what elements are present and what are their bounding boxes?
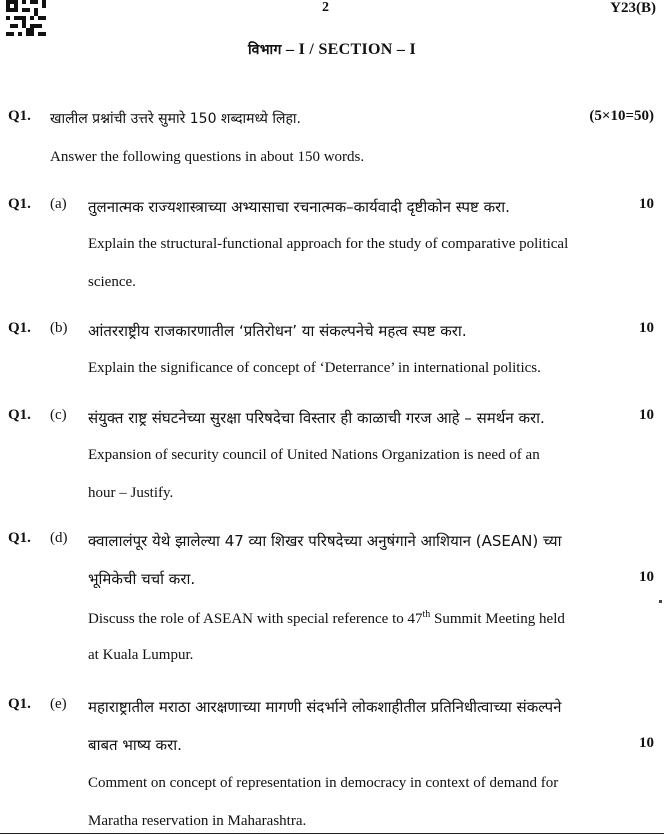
intro-instruction-marathi: खालील प्रश्नांची उत्तरे सुमारे 150 शब्दामध्ये लिहा. — [50, 111, 302, 127]
question-text-english: at Kuala Lumpur. — [88, 647, 194, 663]
question-text-marathi: भूमिकेची चर्चा करा. — [88, 570, 196, 588]
question-text-english-part: Summit Meeting held — [430, 611, 565, 627]
question-text-english-part: Discuss the role of ASEAN with special reference to 47 — [88, 611, 423, 627]
question-marks: 10 — [639, 735, 654, 751]
question-number: Q1. — [8, 196, 31, 212]
question-marks: 10 — [639, 407, 654, 423]
intro-marks: (5×10=50) — [589, 108, 654, 124]
question-number: Q1. — [8, 696, 31, 712]
question-text-marathi: बाबत भाष्य करा. — [88, 736, 182, 754]
section-title-marathi: विभाग — [248, 42, 282, 58]
question-marks: 10 — [639, 569, 654, 585]
question-number: Q1. — [8, 530, 31, 546]
superscript-th: th — [422, 609, 431, 620]
question-marks: 10 — [639, 196, 654, 212]
question-text-marathi: संयुक्त राष्ट्र संघटनेच्या सुरक्षा परिषदेचा विस्तार ही काळाची गरज आहे – समर्थन करा. — [88, 409, 545, 427]
question-number: Q1. — [8, 407, 31, 423]
page-number: 2 — [322, 0, 329, 15]
question-part: (a) — [50, 196, 67, 212]
intro-instruction-english: Answer the following questions in about 150 words. — [50, 149, 365, 165]
intro-question-number: Q1. — [8, 108, 31, 124]
qr-code-icon — [6, 0, 46, 36]
question-text-marathi: महाराष्ट्रातील मराठा आरक्षणाच्या मागणी संदर्भाने लोकशाहीतील प्रतिनिधीत्वाच्या संकल्पने — [88, 698, 562, 716]
question-part: (e) — [50, 696, 67, 712]
section-title — [0, 40, 664, 59]
question-text-marathi: क्वालालंपूर येथे झालेल्या 47 व्या शिखर परिषदेच्या अनुषंगाने आशियान (ASEAN) च्या — [88, 532, 562, 550]
question-part: (b) — [50, 320, 68, 336]
question-text-english: Explain the structural-functional approach for the study of comparative political — [88, 236, 569, 252]
question-part: (c) — [50, 407, 67, 423]
scan-speck — [659, 600, 662, 603]
paper-code: Y23(B) — [610, 0, 656, 16]
question-text-english: Explain the significance of concept of ‘Deterrance’ in international politics. — [88, 360, 541, 376]
page-bottom-rule — [0, 833, 664, 834]
question-part: (d) — [50, 530, 68, 546]
section-title-english: – I / SECTION – I — [281, 41, 416, 58]
question-text-english: Comment on concept of representation in democracy in context of demand for — [88, 775, 559, 791]
question-text-english: Maratha reservation in Maharashtra. — [88, 813, 307, 829]
question-text-english: Expansion of security council of United Nations Organization is need of an — [88, 447, 540, 463]
question-text-marathi: तुलनात्मक राज्यशास्त्राच्या अभ्यासाचा रचनात्मक–कार्यवादी दृष्टीकोन स्पष्ट करा. — [88, 198, 510, 216]
question-marks: 10 — [639, 320, 654, 336]
question-text-english: science. — [88, 274, 136, 290]
question-text-english — [88, 609, 565, 628]
question-number: Q1. — [8, 320, 31, 336]
question-text-english: hour – Justify. — [88, 485, 174, 501]
question-text-marathi: आंतरराष्ट्रीय राजकारणातील ‘प्रतिरोधन’ या संकल्पनेचे महत्व स्पष्ट करा. — [88, 322, 467, 340]
